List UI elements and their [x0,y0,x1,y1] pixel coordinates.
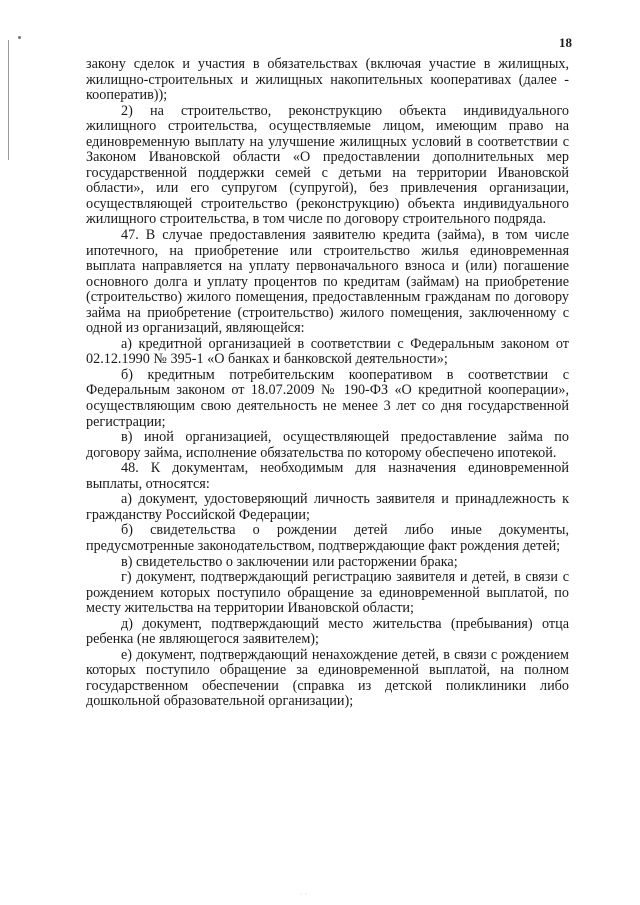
paragraph-section-48: 48. К документам, необходимым для назначения единовременной выплаты, относятся: [86,460,569,492]
paragraph-item-2: 2) на строительство, реконструкцию объекта индивидуального жилищного строительства, осуществляемые лицом, имеющим право на единовременную выплату на улучшение жилищных условий в соответствии с Законом Ивановской области «О предоставлении дополнительных мер государственной поддержки семей с детьми на территории Ивановской области», или его супругом (супругой), без привлечения организации, осуществляющей строительство (реконструкцию) объекта индивидуального жилищного строительства, в том числе по договору строительного подряда. [86,102,569,228]
paragraph-section-47: 47. В случае предоставления заявителю кредита (займа), в том числе ипотечного, на приобретение или строительство жилья единовременная выплата направляется на уплату первоначального взноса и (или) погашение основного долга и уплату процентов по кредитам (займам) на приобретение (строительство) жилого помещения, предоставленным гражданам по договору займа на приобретение (строительство) жилого помещения, заключенному с одной из организаций, являющейся: [86,227,569,337]
paragraph-continuation: закону сделок и участия в обязательствах (включая участие в жилищных, жилищно-строительных и жилищных накопительных кооперативах (далее - кооператив)); [86,56,569,104]
page-number: 18 [559,35,572,50]
paragraph-47-a: а) кредитной организацией в соответствии с Федеральным законом от 02.12.1990 № 395-1 «О банках и банковской деятельности»; [86,335,569,368]
document-body [86,57,569,710]
paragraph-48-a: а) документ, удостоверяющий личность заявителя и принадлежность к гражданству Российской Федерации; [86,491,569,523]
scan-edge-line [8,40,9,160]
paragraph-48-v: в) свидетельство о заключении или расторжении брака; [121,553,458,570]
paragraph-48-g: г) документ, подтверждающий регистрацию заявителя и детей, в связи с рождением которых поступило обращение за единовременной выплатой, по месту жительства на территории Ивановской области; [86,569,569,617]
paragraph-48-b: б) свидетельства о рождении детей либо иные документы, предусмотренные законодательством, подтверждающие факт рождения детей; [86,522,569,554]
paragraph-47-b: б) кредитным потребительским кооперативом в соответствии с Федеральным законом от 18.07.2009 № 190-ФЗ «О кредитной кооперации», осуществляющим свою деятельность не менее 3 лет со дня государственной регистрации; [86,366,569,430]
scan-speck [18,36,21,39]
scan-footer-mark: · · [300,890,308,899]
paragraph-48-e: е) документ, подтверждающий ненахождение детей, в связи с рождением которых поступило обращение за единовременной выплатой, на полном государственном обеспечении (справка из детской поликлиники либо дошкольной образовательной организации); [86,646,569,710]
paragraph-47-v: в) иной организацией, осуществляющей предоставление займа по договору займа, исполнение обязательства по которому обеспечено ипотекой. [86,429,569,461]
paragraph-48-d: д) документ, подтверждающий место жительства (пребывания) отца ребенка (не являющегося заявителем); [86,615,569,648]
